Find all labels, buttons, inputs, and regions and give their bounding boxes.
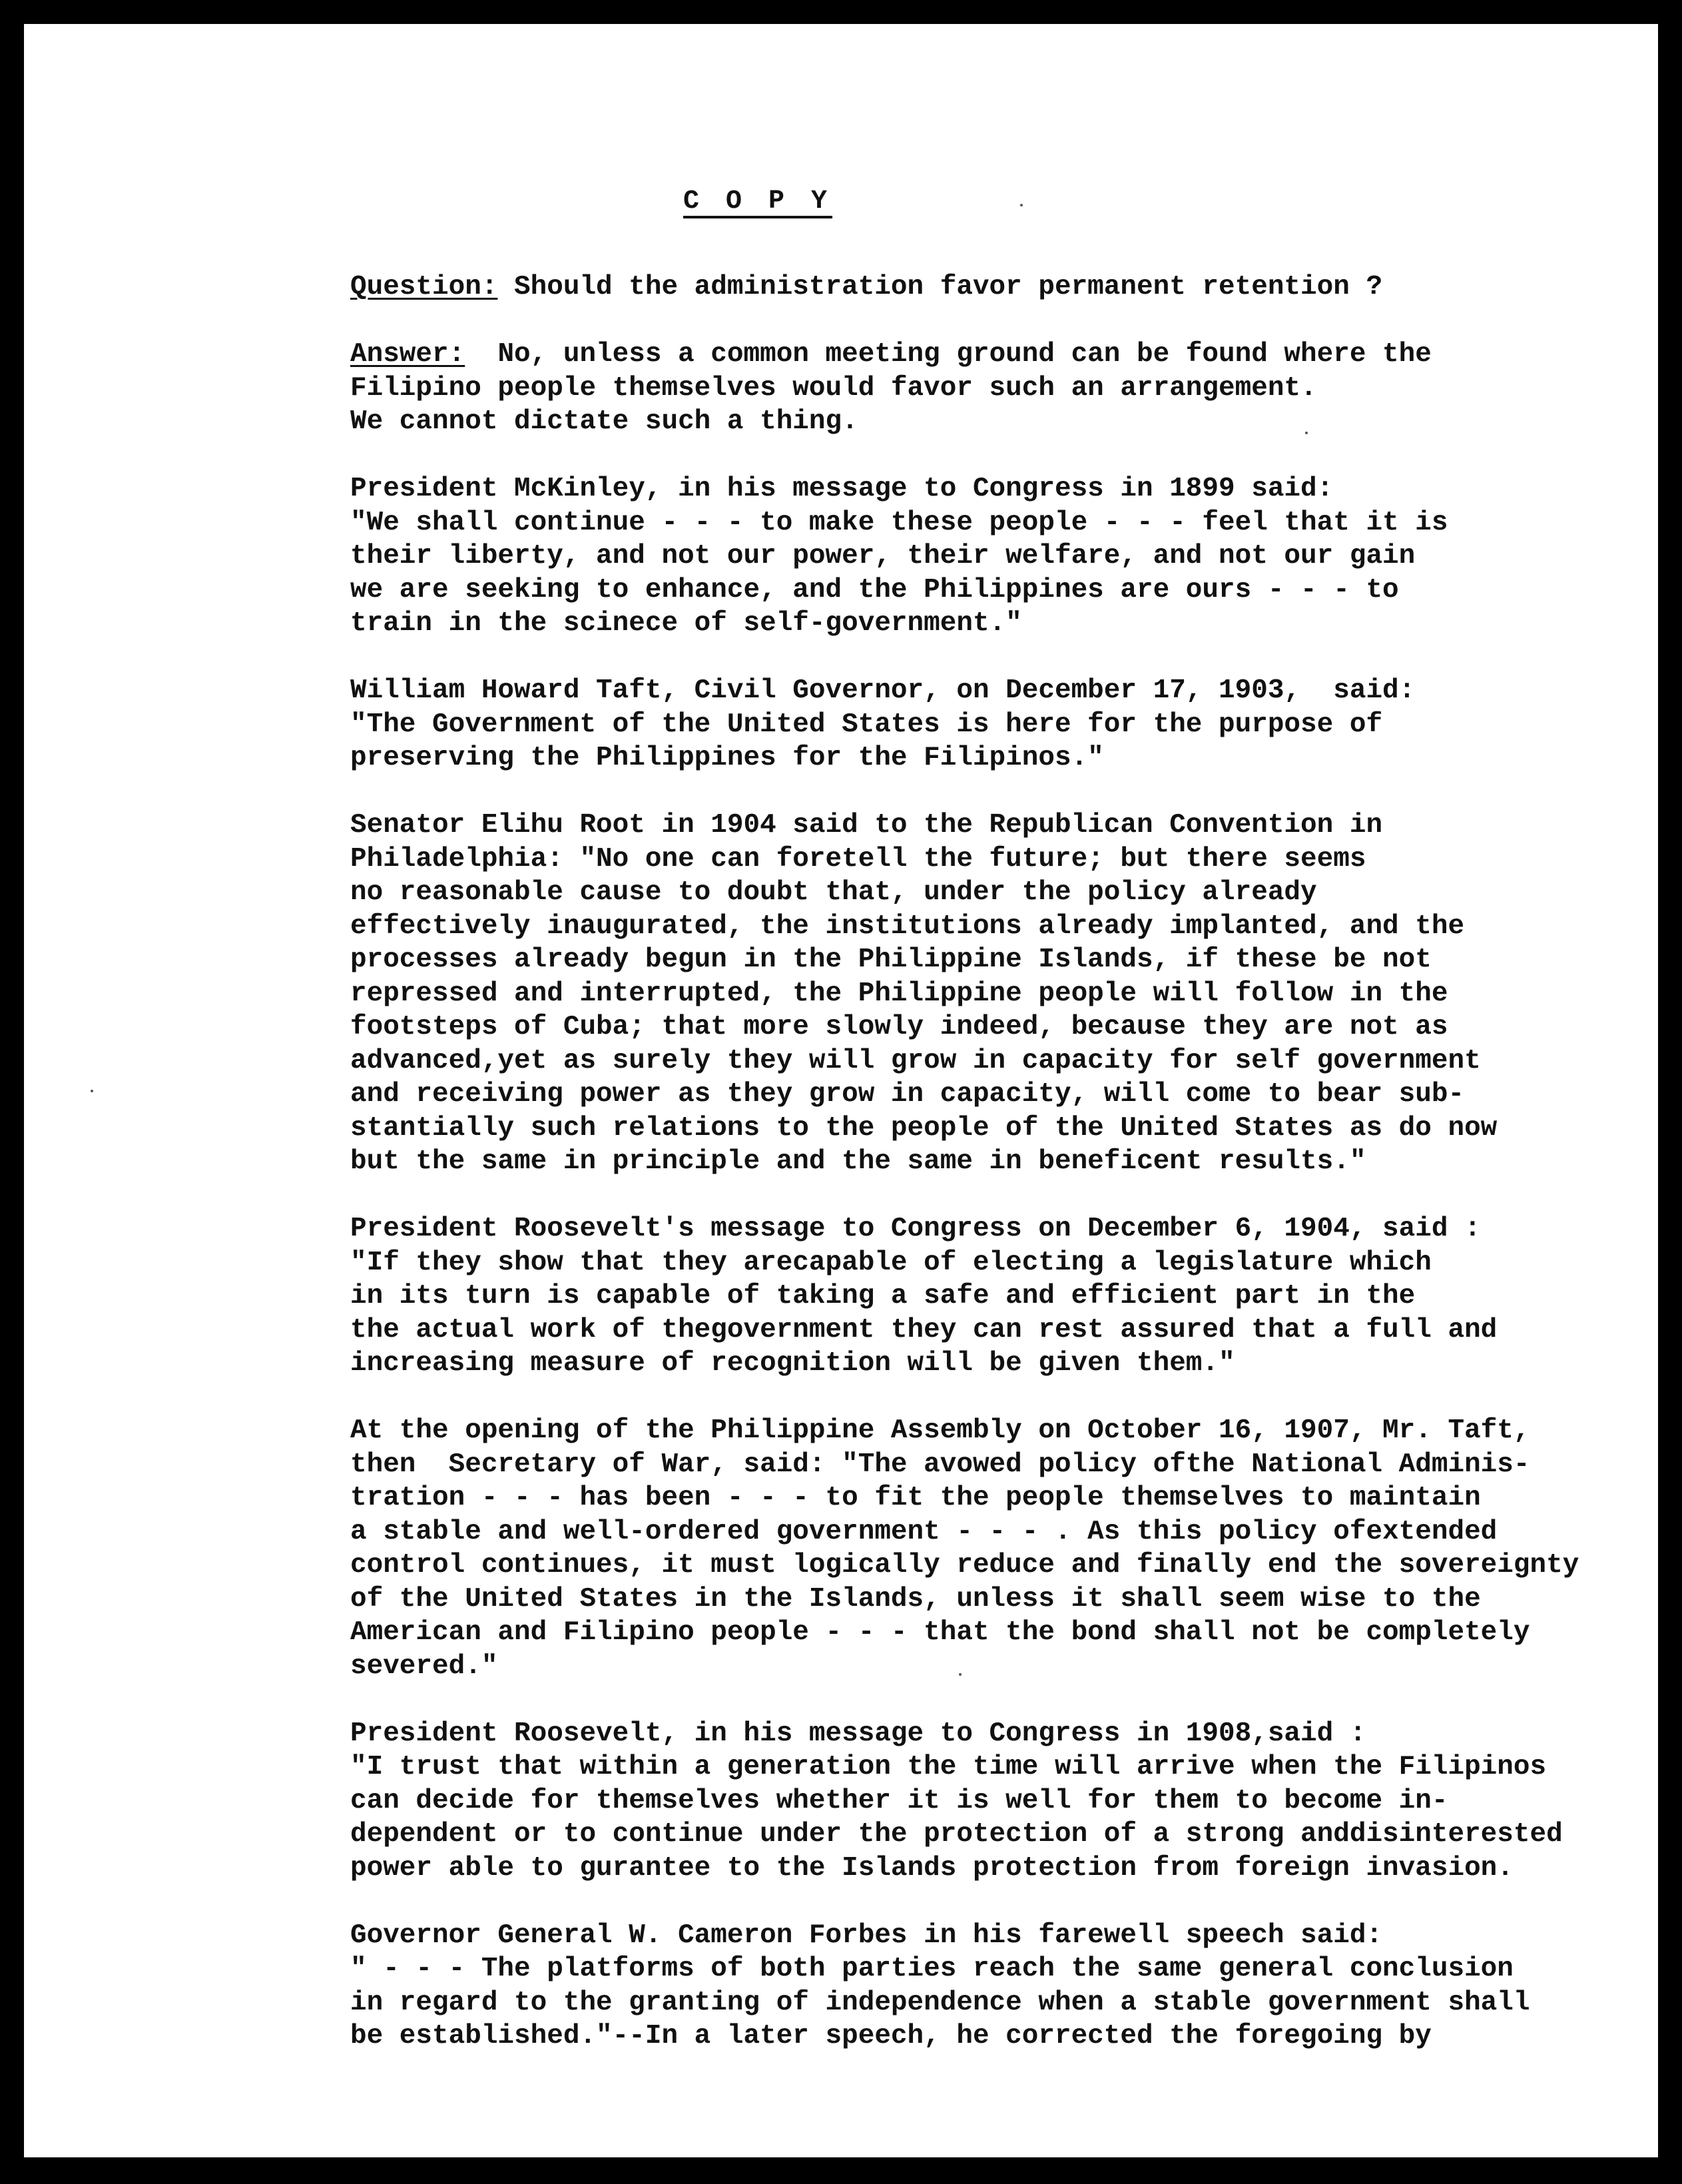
quote-line: effectively inaugurated, the institutions already implanted, and the	[350, 910, 1465, 942]
paper-speck	[1020, 204, 1023, 206]
paper-speck	[91, 1090, 93, 1092]
mckinley-quote	[350, 472, 1655, 641]
quote-line: President Roosevelt's message to Congress on December 6, 1904, said :	[350, 1214, 1481, 1244]
quote-line: and receiving power as they grow in capacity, will come to bear sub-	[350, 1079, 1465, 1110]
quote-line: advanced,yet as surely they will grow in capacity for self government	[350, 1045, 1481, 1076]
quote-line: the actual work of thegovernment they can rest assured that a full and	[350, 1314, 1498, 1345]
quote-line: At the opening of the Philippine Assembly on October 16, 1907, Mr. Taft,	[350, 1415, 1530, 1446]
answer-line: We cannot dictate such a thing.	[350, 406, 858, 437]
quote-line: a stable and well-ordered government - - - . As this policy ofextended	[350, 1516, 1498, 1547]
quote-line: but the same in principle and the same in beneficent results."	[350, 1146, 1366, 1177]
quote-line: Senator Elihu Root in 1904 said to the Republican Convention in	[350, 810, 1383, 841]
quote-line: control continues, it must logically reduce and finally end the sovereignty	[350, 1550, 1579, 1581]
quote-line: President Roosevelt, in his message to Congress in 1908,said :	[350, 1718, 1366, 1749]
copy-heading: C O P Y	[683, 186, 833, 216]
quote-line: processes already begun in the Philippine Islands, if these be not	[350, 944, 1432, 975]
quote-line: then Secretary of War, said: "The avowed policy ofthe National Adminis-	[350, 1449, 1530, 1480]
quote-line: William Howard Taft, Civil Governor, on December 17, 1903, said:	[350, 675, 1416, 706]
document-page	[24, 24, 1658, 2157]
quote-line: in regard to the granting of independence when a stable government shall	[350, 1987, 1530, 2018]
quote-line: stantially such relations to the people of the United States as do now	[350, 1112, 1498, 1144]
roosevelt-1908-quote	[350, 1717, 1655, 1886]
answer-label: Answer:	[350, 339, 465, 370]
quote-line: in its turn is capable of taking a safe and efficient part in the	[350, 1281, 1416, 1311]
taft-1903-quote	[350, 674, 1655, 775]
quote-line: "If they show that they arecapable of electing a legislature which	[350, 1247, 1432, 1278]
quote-line: their liberty, and not our power, their welfare, and not our gain	[350, 541, 1416, 571]
quote-line: footsteps of Cuba; that more slowly indeed, because they are not as	[350, 1012, 1448, 1042]
quote-line: train in the scinece of self-government."	[350, 608, 1022, 639]
quote-line: severed."	[350, 1650, 498, 1682]
quote-line: American and Filipino people - - - that the bond shall not be completely	[350, 1617, 1530, 1648]
quote-line: Governor General W. Cameron Forbes in his farewell speech said:	[350, 1920, 1383, 1951]
quote-line: President McKinley, in his message to Congress in 1899 said:	[350, 474, 1334, 504]
quote-line: "The Government of the United States is here for the purpose of	[350, 709, 1383, 740]
answer-paragraph	[350, 338, 1655, 439]
root-1904-quote	[350, 809, 1655, 1179]
document-body	[350, 270, 1655, 2087]
quote-line: of the United States in the Islands, unless it shall seem wise to the	[350, 1583, 1481, 1615]
quote-line: "We shall continue - - - to make these people - - - feel that it is	[350, 507, 1448, 538]
quote-line: can decide for themselves whether it is well for them to become in-	[350, 1785, 1448, 1816]
forbes-quote	[350, 1919, 1655, 2053]
taft-1907-quote	[350, 1414, 1655, 1683]
quote-line: tration - - - has been - - - to fit the people themselves to maintain	[350, 1483, 1481, 1513]
question-paragraph	[350, 270, 1655, 304]
quote-line: repressed and interrupted, the Philippine people will follow in the	[350, 978, 1448, 1009]
quote-line: "I trust that within a generation the time will arrive when the Filipinos	[350, 1752, 1547, 1782]
quote-line: " - - - The platforms of both parties reach the same general conclusion	[350, 1954, 1514, 1984]
quote-line: dependent or to continue under the protection of a strong anddisinterested	[350, 1819, 1563, 1850]
roosevelt-1904-quote	[350, 1212, 1655, 1381]
quote-line: we are seeking to enhance, and the Philippines are ours - - - to	[350, 574, 1399, 605]
answer-line: Filipino people themselves would favor such an arrangement.	[350, 372, 1317, 404]
answer-first-line: No, unless a common meeting ground can be found where the	[465, 339, 1432, 370]
question-label: Question:	[350, 272, 498, 302]
quote-line: be established."--In a later speech, he corrected the foregoing by	[350, 2021, 1432, 2051]
question-text: Should the administration favor permanent retention ?	[497, 272, 1383, 302]
quote-line: Philadelphia: "No one can foretell the future; but there seems	[350, 843, 1366, 875]
quote-line: increasing measure of recognition will be given them."	[350, 1348, 1235, 1379]
quote-line: no reasonable cause to doubt that, under the policy already	[350, 877, 1317, 908]
quote-line: preserving the Philippines for the Filipinos."	[350, 743, 1104, 773]
quote-line: power able to gurantee to the Islands protection from foreign invasion.	[350, 1852, 1514, 1884]
